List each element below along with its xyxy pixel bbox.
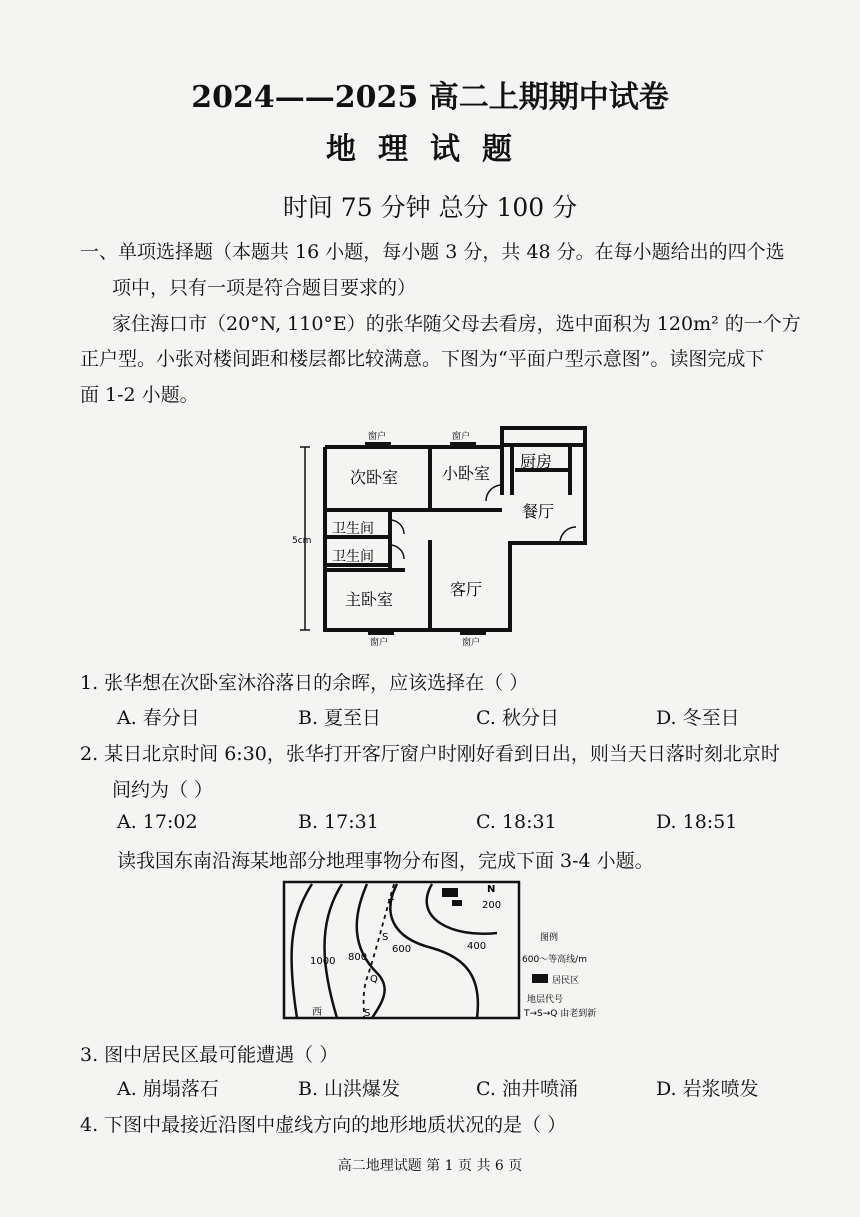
window-label-top-mid: 窗户 bbox=[452, 432, 471, 442]
contour-label-1000: 1000 bbox=[310, 956, 336, 967]
stratum-label-q: Q bbox=[370, 974, 378, 985]
legend-contour: 600～等高线/m bbox=[522, 955, 587, 965]
question-3-option-c: C. 油井喷涌 bbox=[476, 1078, 578, 1100]
contour-label-600: 600 bbox=[392, 944, 412, 955]
contour-label-200: 200 bbox=[482, 900, 502, 911]
window-label-top-left: 窗户 bbox=[368, 432, 387, 442]
room-secondary-bedroom: 次卧室 bbox=[350, 468, 399, 487]
page-footer: 高二地理试题 第 1 页 共 6 页 bbox=[337, 1158, 523, 1174]
room-bathroom-1: 卫生间 bbox=[332, 521, 374, 537]
intro1-line1: 家住海口市（20°N, 110°E）的张华随父母去看房，选中面积为 120m² 的一个方 bbox=[112, 313, 801, 335]
question-2-option-a: A. 17:02 bbox=[117, 811, 198, 833]
intro2: 读我国东南沿海某地部分地理事物分布图，完成下面 3-4 小题。 bbox=[117, 850, 654, 872]
scale-label: 5cm bbox=[292, 536, 312, 546]
question-2-line1: 2. 某日北京时间 6:30，张华打开客厅窗户时刚好看到日出，则当天日落时刻北京时 bbox=[80, 743, 780, 765]
contour-label-400: 400 bbox=[467, 941, 487, 952]
question-3-option-d: D. 岩浆喷发 bbox=[656, 1078, 759, 1100]
question-3-option-a: A. 崩塌落石 bbox=[117, 1078, 219, 1100]
room-master-bedroom: 主卧室 bbox=[345, 590, 394, 609]
section-heading-line2: 项中，只有一项是符合题目要求的） bbox=[112, 277, 417, 299]
intro1-line3: 面 1-2 小题。 bbox=[80, 384, 199, 406]
page-title: 2024——2025 高二上期期中试卷 bbox=[191, 80, 669, 115]
question-3-stem: 3. 图中居民区最可能遭遇（ ） bbox=[80, 1044, 339, 1066]
legend-title: 图例 bbox=[540, 933, 559, 943]
question-2-line2: 间约为（ ） bbox=[112, 779, 214, 801]
room-bathroom-2: 卫生间 bbox=[332, 549, 374, 565]
stratum-label-t: T bbox=[388, 898, 395, 909]
question-3-option-b: B. 山洪爆发 bbox=[298, 1078, 401, 1100]
question-1-option-a: A. 春分日 bbox=[117, 707, 200, 729]
exam-time-info: 时间 75 分钟 总分 100 分 bbox=[282, 193, 578, 222]
contour-map bbox=[282, 878, 627, 1023]
legend-strata-order: T→S→Q 由老到新 bbox=[524, 1009, 597, 1019]
room-small-bedroom: 小卧室 bbox=[442, 464, 491, 483]
window-label-bottom-mid: 窗户 bbox=[462, 638, 481, 648]
question-2-option-d: D. 18:51 bbox=[656, 811, 738, 833]
window-label-bottom-left: 窗户 bbox=[370, 638, 389, 648]
contour-label-800: 800 bbox=[348, 952, 368, 963]
subject-title: 地理试题 bbox=[326, 132, 534, 167]
floor-plan-diagram bbox=[290, 425, 600, 655]
question-1-stem: 1. 张华想在次卧室沐浴落日的余晖，应该选择在（ ） bbox=[80, 672, 529, 694]
north-indicator: N bbox=[487, 884, 496, 895]
stratum-label-s: S bbox=[382, 932, 389, 943]
room-dining: 餐厅 bbox=[522, 502, 555, 521]
question-2-option-c: C. 18:31 bbox=[476, 811, 557, 833]
intro1-line2: 正户型。小张对楼间距和楼层都比较满意。下图为“平面户型示意图”。读图完成下 bbox=[80, 348, 765, 370]
stratum-label-s-2: S bbox=[364, 1008, 371, 1019]
legend-strata-title: 地层代号 bbox=[527, 995, 564, 1005]
question-1-option-c: C. 秋分日 bbox=[476, 707, 559, 729]
direction-west: 西 bbox=[312, 1007, 322, 1018]
room-kitchen: 厨房 bbox=[520, 452, 553, 471]
question-2-option-b: B. 17:31 bbox=[298, 811, 379, 833]
legend-residential: 居民区 bbox=[552, 976, 580, 986]
question-4-stem: 4. 下图中最接近沿图中虚线方向的地形地质状况的是（ ） bbox=[80, 1114, 567, 1136]
question-1-option-d: D. 冬至日 bbox=[656, 707, 740, 729]
room-living: 客厅 bbox=[450, 580, 483, 599]
question-1-option-b: B. 夏至日 bbox=[298, 707, 382, 729]
section-heading-line1: 一、单项选择题（本题共 16 小题，每小题 3 分，共 48 分。在每小题给出的四个选 bbox=[80, 241, 785, 263]
